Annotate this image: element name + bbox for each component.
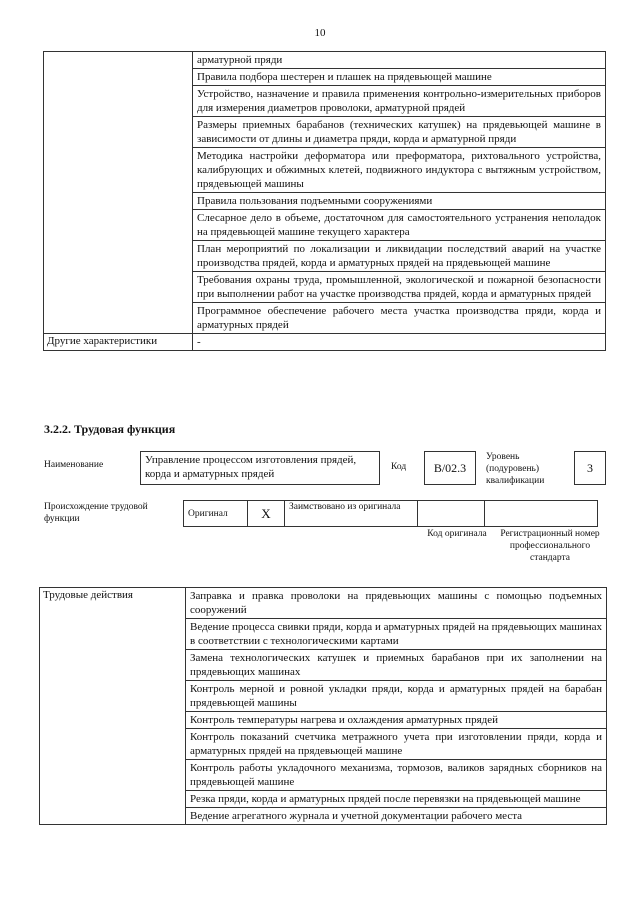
knowledge-item: Устройство, назначение и правила применения контрольно-измерительных приборов для измерения диаметров проволоки, арматурной прядей <box>193 86 606 117</box>
knowledge-item: Правила подбора шестерен и плашек на прядевьющей машине <box>193 69 606 86</box>
function-name-value: Управление процессом изготовления прядей, корда и арматурных прядей <box>140 451 380 485</box>
table-row <box>44 334 606 351</box>
borrowed-label: Заимствовано из оригинала <box>285 501 418 527</box>
knowledge-item: Размеры приемных барабанов (технических катушек) на прядевьющей машине в зависимости от длины и диаметра пряди, корда и арматурной пряди <box>193 117 606 148</box>
knowledge-item: Требования охраны труда, промышленной, экологической и пожарной безопасности при выполнении работ на участке производства прядей, корда и арматурных прядей <box>193 272 606 303</box>
function-code-text: B/02.3 <box>433 460 467 475</box>
knowledge-item: Методика настройки деформатора или преформатора, рихтовального устройства, калибрующих и обжимных клетей, подвижного индуктора с вытяжным устройством, прядевьющей машины <box>193 148 606 193</box>
labor-action-item: Ведение агрегатного журнала и учетной документации рабочего места <box>186 808 607 825</box>
labor-action-item: Ведение процесса свивки пряди, корда и арматурных прядей на прядевьющих машинах в соответствии с технологическими картами <box>186 619 607 650</box>
knowledge-item: Программное обеспечение рабочего места участка производства пряди, корда и арматурных прядей <box>193 303 606 334</box>
labor-action-item: Заправка и правка проволоки на прядевьющих машины с помощью подъемных сооружений <box>186 588 607 619</box>
labor-action-item: Резка пряди, корда и арматурных прядей после перевязки на прядевьющей машине <box>186 791 607 808</box>
origin-code-cell <box>418 501 485 527</box>
knowledge-item: арматурной пряди <box>193 52 606 69</box>
function-code-value <box>424 451 476 485</box>
labor-actions-table <box>39 587 607 825</box>
labor-action-item: Контроль работы укладочного механизма, тормозов, валиков зарядных сборников на прядевьющей машине <box>186 760 607 791</box>
origin-table <box>183 500 598 527</box>
function-code-label: Код <box>391 462 407 472</box>
knowledge-table <box>43 51 606 351</box>
labor-action-item: Контроль мерной и ровной укладки пряди, корда и арматурных прядей на барабан прядевьющей машины <box>186 681 607 712</box>
qualification-level-label <box>486 451 568 487</box>
labor-action-item: Контроль показаний счетчика метражного учета при изготовлении пряди, корда и арматурных прядей на прядевьющей машине <box>186 729 607 760</box>
original-label: Оригинал <box>184 501 248 527</box>
function-origin-text: Происхождение трудовой функции <box>44 502 148 524</box>
origin-code-caption: Код оригинала <box>427 529 487 539</box>
function-name-label: Наименование <box>44 460 104 470</box>
qualification-level-text-value: 3 <box>587 460 593 475</box>
function-origin-label <box>44 501 172 525</box>
other-characteristics-value: - <box>193 334 606 351</box>
other-characteristics-label: Другие характеристики <box>44 334 193 351</box>
table-row <box>40 588 607 619</box>
knowledge-item: Правила пользования подъемными сооружениями <box>193 193 606 210</box>
knowledge-item: План мероприятий по локализации и ликвидации последствий аварий на участке производства прядей, корда и арматурных прядей на прядевьющей машине <box>193 241 606 272</box>
registration-number-cell <box>485 501 598 527</box>
qualification-level-text: Уровень (подуровень) квалификации <box>486 452 545 486</box>
labor-actions-label: Трудовые действия <box>40 588 186 825</box>
page-number: 10 <box>314 27 326 39</box>
labor-action-item: Контроль температуры нагрева и охлаждения арматурных прядей <box>186 712 607 729</box>
registration-number-caption: Регистрационный номер профессионального стандарта <box>500 529 600 563</box>
table-row <box>184 501 598 527</box>
original-mark: X <box>248 501 285 527</box>
knowledge-label-cell <box>44 52 193 334</box>
table-row <box>44 52 606 69</box>
labor-action-item: Замена технологических катушек и приемных барабанов при их заполнении на прядевьющих машинах <box>186 650 607 681</box>
knowledge-item: Слесарное дело в объеме, достаточном для самостоятельного устранения неполадок на прядевьющей машине текущего характера <box>193 210 606 241</box>
section-title: 3.2.2. Трудовая функция <box>44 422 176 436</box>
qualification-level-value <box>574 451 606 485</box>
